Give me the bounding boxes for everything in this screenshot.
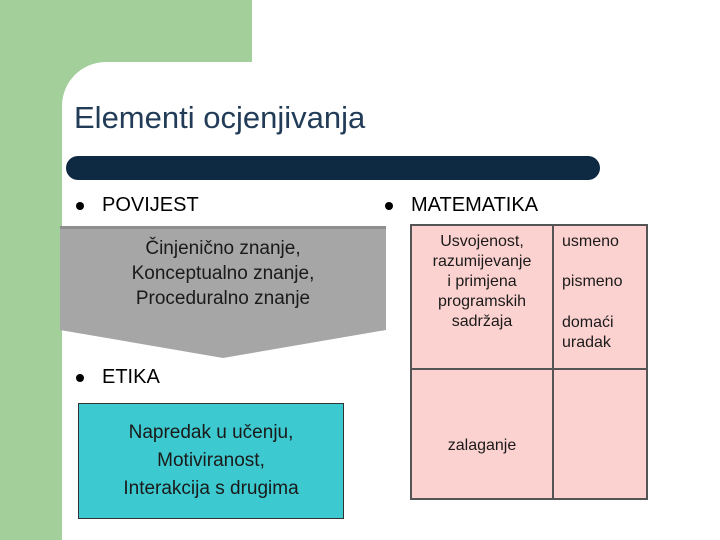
method-domaci-line-1: domaći bbox=[562, 314, 614, 331]
matematika-right-bottom-cell bbox=[552, 368, 648, 500]
matematika-label: MATEMATIKA bbox=[411, 194, 539, 216]
mat-line-4: programskih bbox=[437, 293, 527, 310]
slide-title: Elementi ocjenjivanja bbox=[74, 100, 366, 135]
mat-line-1: Usvojenost, bbox=[440, 233, 524, 250]
method-usmeno: usmeno bbox=[562, 233, 619, 250]
bullet-icon bbox=[76, 374, 84, 382]
matematika-bottom-text: zalaganje bbox=[447, 437, 517, 454]
povijest-line-3: Proceduralno znanje bbox=[135, 288, 311, 309]
method-pismeno: pismeno bbox=[562, 273, 623, 290]
mat-line-3: i primjena bbox=[447, 273, 517, 290]
etika-line-3: Interakcija s drugima bbox=[123, 478, 299, 499]
mat-line-5: sadržaja bbox=[451, 313, 513, 330]
bullet-icon bbox=[385, 202, 393, 210]
povijest-label: POVIJEST bbox=[102, 194, 199, 216]
method-domaci bbox=[562, 313, 614, 353]
bullet-icon bbox=[76, 202, 84, 210]
method-domaci-line-2: uradak bbox=[562, 334, 611, 351]
matematika-bottom-cell bbox=[410, 368, 554, 500]
povijest-chevron-text bbox=[60, 236, 386, 311]
etika-box bbox=[78, 403, 344, 519]
etika-line-2: Motiviranost, bbox=[157, 450, 265, 471]
mat-line-2: razumijevanje bbox=[432, 253, 532, 270]
povijest-line-1: Činjenično znanje, bbox=[145, 238, 301, 259]
povijest-line-2: Konceptualno znanje, bbox=[131, 263, 315, 284]
title-divider bbox=[66, 156, 600, 180]
etika-label: ETIKA bbox=[102, 366, 160, 388]
matematika-top-text bbox=[412, 232, 552, 332]
etika-line-1: Napredak u učenju, bbox=[128, 422, 294, 443]
